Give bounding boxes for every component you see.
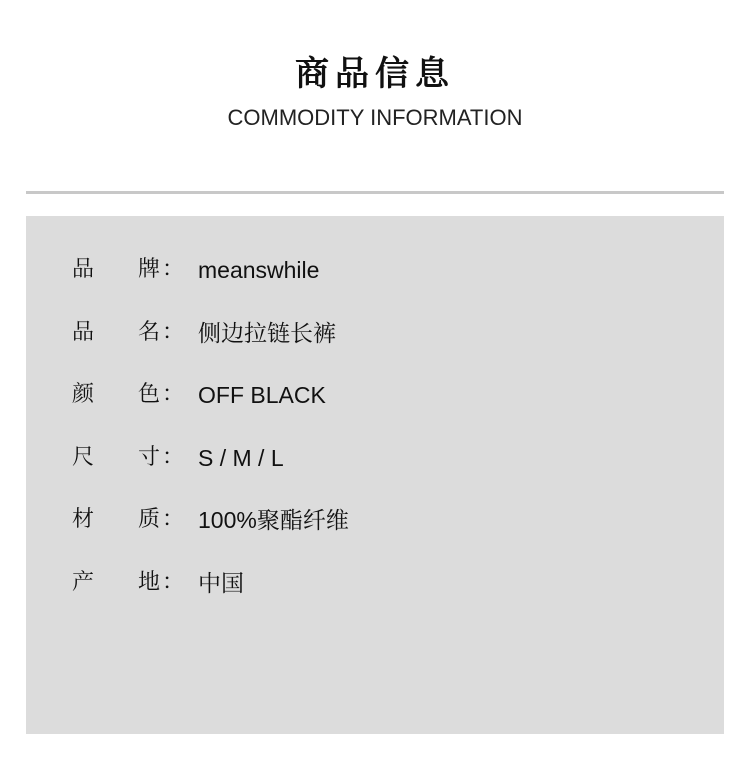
info-row-size (72, 440, 692, 503)
info-value-origin: 中国 (198, 569, 244, 596)
label-colon: ： (162, 319, 185, 345)
label-char: 颜 (72, 382, 95, 408)
section-header (0, 52, 750, 132)
label-char: 色 (138, 382, 161, 408)
label-char: 名 (138, 319, 161, 345)
label-char: 品 (72, 319, 95, 345)
info-list (72, 252, 692, 628)
info-row-origin (72, 565, 692, 628)
info-row-color (72, 377, 692, 440)
label-char: 产 (72, 569, 95, 595)
label-char: 质 (138, 507, 161, 533)
info-value-brand: meanswhile (198, 257, 320, 283)
label-char: 地 (138, 569, 161, 595)
commodity-info-panel (26, 216, 724, 734)
info-value-product-name: 侧边拉链长裤 (198, 319, 336, 346)
label-char: 材 (72, 507, 95, 533)
info-value-material: 100%聚酯纤维 (198, 507, 349, 534)
label-char: 品 (72, 257, 95, 282)
header-divider (26, 191, 724, 194)
label-colon: ： (162, 257, 185, 282)
label-colon: ： (162, 382, 185, 408)
info-row-brand (72, 252, 692, 315)
info-value-color: OFF BLACK (198, 382, 326, 409)
label-colon: ： (162, 444, 185, 470)
info-value-size: S / M / L (198, 444, 284, 471)
page-subtitle: COMMODITY INFORMATION (227, 105, 523, 130)
info-row-material (72, 502, 692, 565)
info-row-product-name (72, 315, 692, 378)
label-colon: ： (162, 569, 185, 595)
label-char: 寸 (138, 444, 161, 470)
label-char: 尺 (72, 444, 95, 470)
label-colon: ： (162, 507, 185, 533)
label-char: 牌 (138, 257, 161, 282)
page-title: 商品信息 (295, 54, 455, 94)
